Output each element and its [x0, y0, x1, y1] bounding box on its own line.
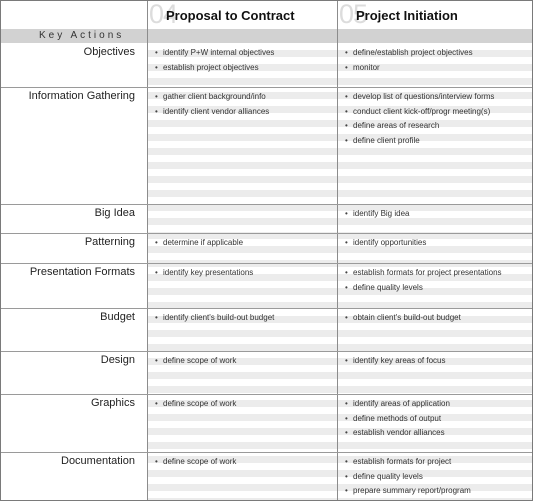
row-divider — [1, 204, 532, 205]
list-item: • define quality levels — [343, 281, 502, 296]
list-item: • identify Big idea — [343, 207, 409, 222]
row-label: Objectives — [83, 46, 135, 58]
row-label: Graphics — [90, 397, 135, 409]
phase-number: 05 — [339, 1, 368, 29]
table-row — [1, 204, 532, 233]
row-label: Design — [100, 354, 135, 366]
table-row — [1, 308, 532, 351]
proposal-actions — [153, 397, 236, 412]
list-item: • identify P+W internal objectives — [153, 46, 274, 61]
table-row — [1, 87, 532, 204]
list-item: • prepare summary report/program — [343, 484, 471, 499]
initiation-actions — [343, 455, 471, 499]
initiation-actions — [343, 311, 461, 326]
row-divider — [1, 87, 532, 88]
list-item: • identify key areas of focus — [343, 354, 446, 369]
phase-header-initiation — [337, 1, 532, 29]
phase-header-proposal — [147, 1, 337, 29]
row-divider — [1, 351, 532, 352]
proposal-actions — [153, 236, 243, 251]
row-label: Presentation Formats — [29, 266, 135, 278]
list-item: • establish formats for project — [343, 455, 471, 470]
proposal-actions — [153, 455, 236, 470]
list-item: • conduct client kick-off/progr meeting(s) — [343, 105, 494, 120]
list-item: • identify client's build-out budget — [153, 311, 274, 326]
proposal-actions — [153, 46, 274, 75]
row-label: Budget — [100, 311, 135, 323]
list-item: • identify client vendor alliances — [153, 105, 269, 120]
row-divider — [1, 263, 532, 264]
list-item: • define scope of work — [153, 354, 236, 369]
initiation-actions — [343, 397, 450, 441]
list-item: • establish project objectives — [153, 61, 274, 76]
table-row — [1, 263, 532, 308]
phase-number: 04 — [149, 1, 178, 29]
row-label: Patterning — [84, 236, 135, 248]
table-row — [1, 233, 532, 263]
table-row — [1, 43, 532, 87]
list-item: • define quality levels — [343, 470, 471, 485]
phase-title: Project Initiation — [356, 8, 458, 23]
table-row — [1, 394, 532, 452]
proposal-actions — [153, 311, 274, 326]
list-item: • establish formats for project presentations — [343, 266, 502, 281]
list-item: • establish vendor alliances — [343, 426, 450, 441]
table-row — [1, 351, 532, 394]
initiation-actions — [343, 354, 446, 369]
list-item: • define areas of research — [343, 119, 494, 134]
list-item: • gather client background/info — [153, 90, 269, 105]
row-divider — [1, 452, 532, 453]
row-label: Documentation — [61, 455, 135, 467]
section-label: Key Actions — [39, 30, 125, 41]
proposal-actions — [153, 90, 269, 119]
proposal-actions — [153, 354, 236, 369]
initiation-actions — [343, 236, 426, 251]
list-item: • obtain client's build-out budget — [343, 311, 461, 326]
row-label: Big Idea — [94, 207, 135, 219]
row-label: Information Gathering — [28, 90, 135, 102]
list-item: • develop list of questions/interview forms — [343, 90, 494, 105]
list-item: • determine if applicable — [153, 236, 243, 251]
section-bar — [1, 29, 532, 43]
row-divider — [1, 308, 532, 309]
initiation-actions — [343, 207, 409, 222]
table-row — [1, 452, 532, 501]
list-item: • define scope of work — [153, 397, 236, 412]
list-item: • identify areas of application — [343, 397, 450, 412]
list-item: • identify key presentations — [153, 266, 253, 281]
list-item: • monitor — [343, 61, 473, 76]
initiation-actions — [343, 46, 473, 75]
row-divider — [1, 394, 532, 395]
list-item: • define methods of output — [343, 412, 450, 427]
list-item: • define client profile — [343, 134, 494, 149]
list-item: • define scope of work — [153, 455, 236, 470]
list-item: • identify opportunities — [343, 236, 426, 251]
table-header — [1, 1, 532, 29]
row-divider — [1, 233, 532, 234]
list-item: • define/establish project objectives — [343, 46, 473, 61]
phase-title: Proposal to Contract — [166, 8, 295, 23]
initiation-actions — [343, 266, 502, 295]
proposal-actions — [153, 266, 253, 281]
initiation-actions — [343, 90, 494, 148]
